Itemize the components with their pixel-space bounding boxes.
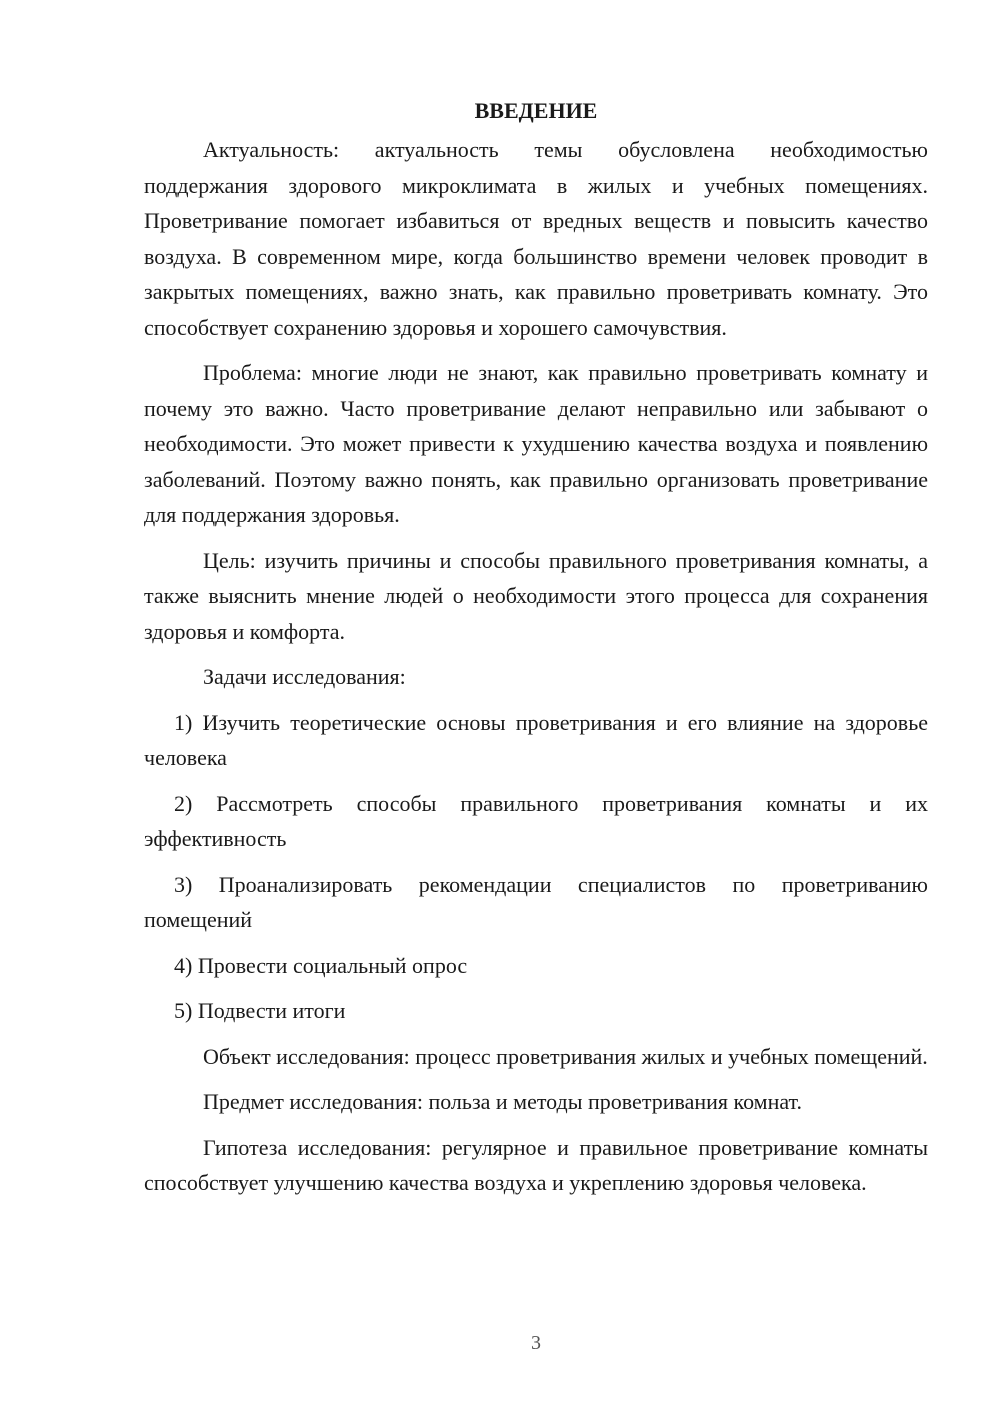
goal-paragraph: Цель: изучить причины и способы правильного проветривания комнаты, а также выяснить мнение людей о необходимости этого процесса для сохранения здоровья и комфорта.	[144, 547, 928, 644]
problem-paragraph: Проблема: многие люди не знают, как правильно проветривать комнату и почему это важно. Часто проветривание делают неправильно или забывают о необходимости. Это может привести к ухудшению качества воздуха и появлению заболеваний. Поэтому важно понять, как правильно организовать проветривание для поддержания здоровья.	[144, 360, 928, 527]
tasks-intro: Задачи исследования:	[203, 664, 406, 689]
subject-paragraph: Предмет исследования: польза и методы проветривания комнат.	[203, 1089, 803, 1114]
section-heading: ВВЕДЕНИЕ	[474, 98, 598, 123]
task-item-3: 3) Проанализировать рекомендации специалистов по проветриванию помещений	[144, 871, 928, 932]
object-paragraph: Объект исследования: процесс проветривания жилых и учебных помещений.	[203, 1043, 928, 1069]
page-content	[144, 93, 928, 1211]
task-item-4: 4) Провести социальный опрос	[174, 952, 468, 978]
hypothesis-paragraph: Гипотеза исследования: регулярное и правильное проветривание комнаты способствует улучшению качества воздуха и укреплению здоровья человека.	[144, 1134, 928, 1195]
tasks-list	[144, 705, 928, 1029]
task-item-5: 5) Подвести итоги	[174, 998, 346, 1023]
page-number: 3	[531, 1332, 541, 1354]
task-item-2: 2) Рассмотреть способы правильного проветривания комнаты и их эффективность	[144, 790, 928, 851]
task-item-1: 1) Изучить теоретические основы проветривания и его влияние на здоровье человека	[144, 709, 928, 770]
relevance-paragraph: Актуальность: актуальность темы обусловлена необходимостью поддержания здорового микроклимата в жилых и учебных помещениях. Проветривание помогает избавиться от вредных веществ и повысить качество воздуха. В современном мире, когда большинство времени человек проводит в закрытых помещениях, важно знать, как правильно проветривать комнату. Это способствует сохранению здоровья и хорошего самочувствия.	[144, 137, 928, 340]
